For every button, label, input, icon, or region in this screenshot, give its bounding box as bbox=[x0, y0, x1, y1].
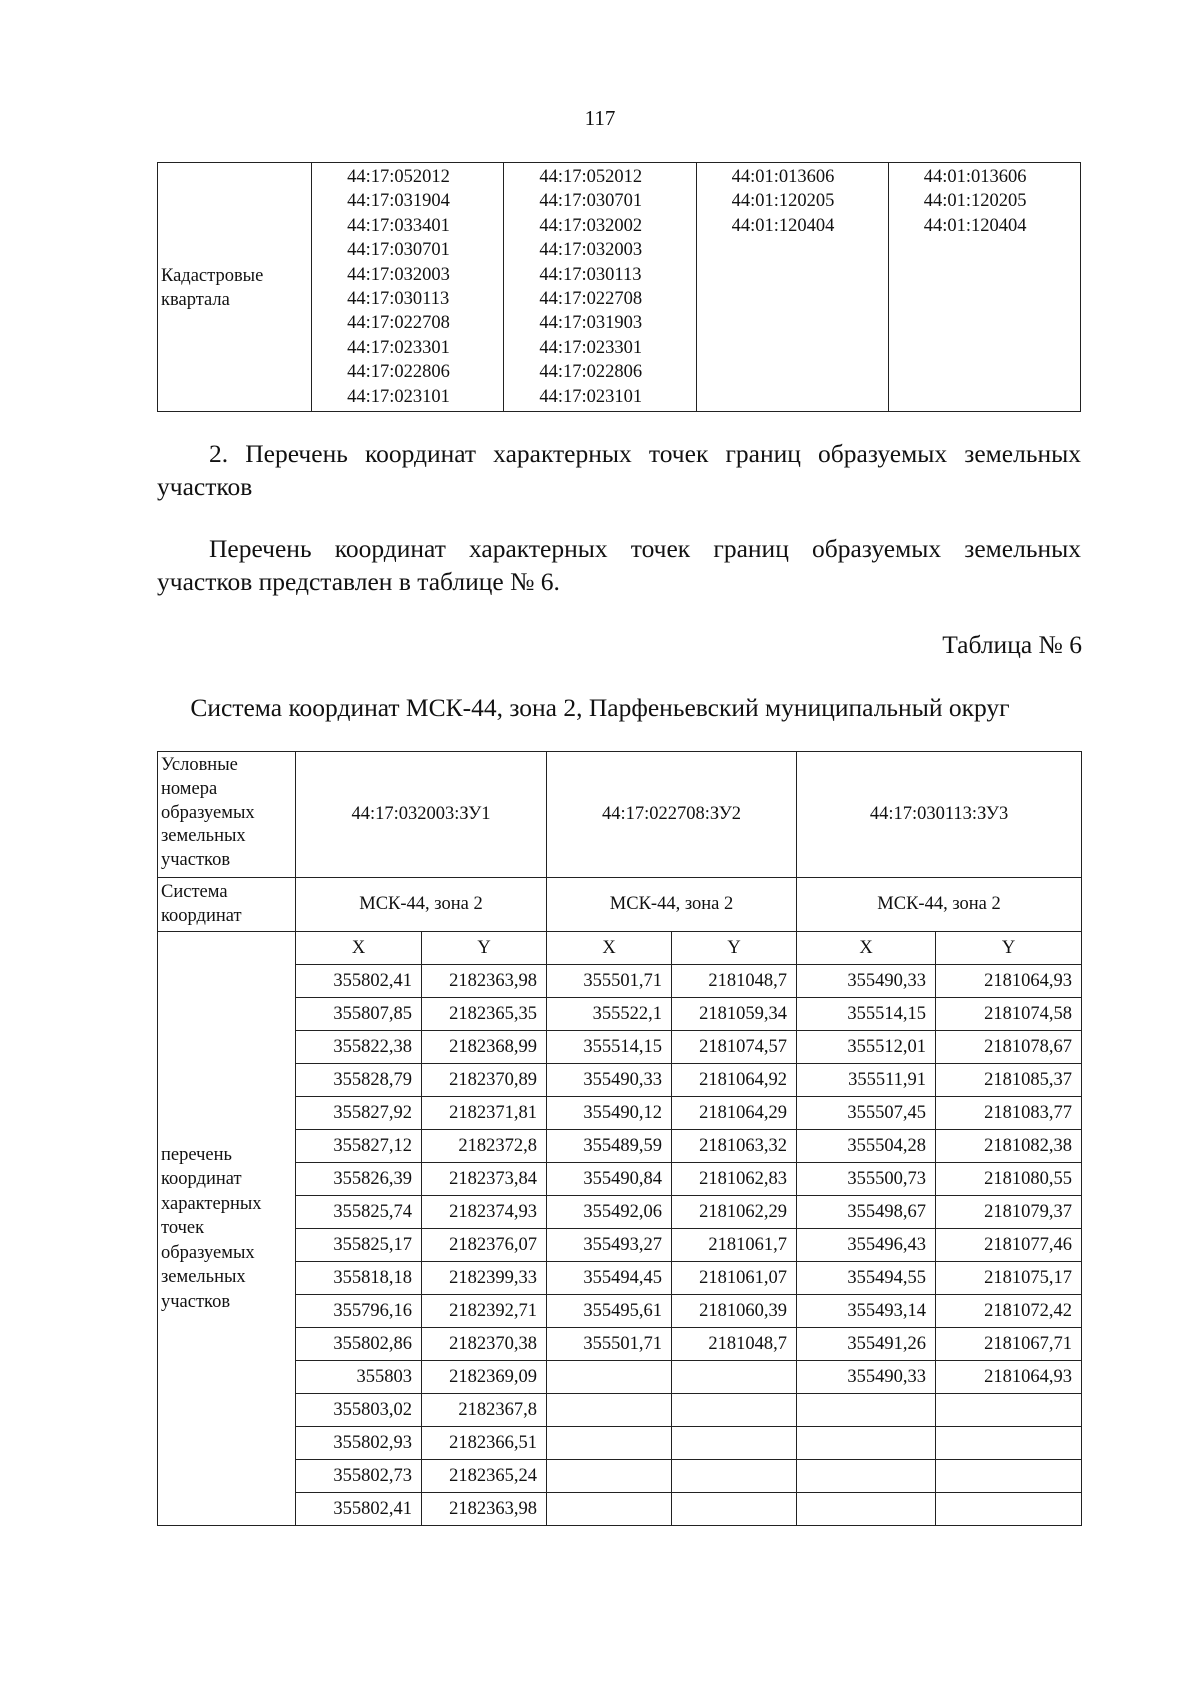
coordinate-y-cell: 2181061,07 bbox=[672, 1262, 797, 1295]
coordinate-y-cell bbox=[936, 1493, 1082, 1526]
cadastral-quarter-number: 44:01:120205 bbox=[923, 191, 1027, 212]
coordinate-y-cell: 2181067,71 bbox=[936, 1328, 1082, 1361]
coordinate-y-cell bbox=[672, 1427, 797, 1460]
header-line: земельных bbox=[161, 826, 246, 847]
cadastral-quarter-number: 44:17:030113 bbox=[539, 264, 642, 285]
coordinate-y-cell: 2181059,34 bbox=[672, 998, 797, 1031]
coordinate-x-cell: 355501,71 bbox=[547, 1328, 672, 1361]
coordinate-x-cell: 355501,71 bbox=[547, 965, 672, 998]
coordinate-y-cell: 2181061,7 bbox=[672, 1229, 797, 1262]
coordinate-y-cell: 2182366,51 bbox=[422, 1427, 547, 1460]
cadastral-quarters-table bbox=[157, 162, 1081, 412]
cadastral-quarter-number: 44:17:032002 bbox=[539, 215, 643, 236]
coordinate-x-cell bbox=[797, 1460, 936, 1493]
coordinate-y-cell: 2181064,93 bbox=[936, 965, 1082, 998]
cadastral-quarter-number: 44:17:031903 bbox=[539, 313, 643, 334]
coordinate-y-cell: 2182370,89 bbox=[422, 1064, 547, 1097]
coordinate-x-cell: 355827,92 bbox=[296, 1097, 422, 1130]
coordinate-y-cell bbox=[936, 1394, 1082, 1427]
coordinate-x-cell: 355807,85 bbox=[296, 998, 422, 1031]
coordinate-y-cell: 2182399,33 bbox=[422, 1262, 547, 1295]
section-text-line: Перечень координат характерных точек границ образуемых земельных bbox=[209, 534, 1081, 563]
coordinate-y-cell bbox=[936, 1427, 1082, 1460]
table-row bbox=[158, 1460, 1082, 1493]
coordinate-x-cell: 355491,26 bbox=[797, 1328, 936, 1361]
coordinate-x-cell bbox=[797, 1493, 936, 1526]
cadastral-quarter-number: 44:01:120404 bbox=[923, 215, 1027, 236]
coordinate-x-cell: 355490,33 bbox=[547, 1064, 672, 1097]
coordinate-y-cell: 2182371,81 bbox=[422, 1097, 547, 1130]
coordinate-x-cell: 355828,79 bbox=[296, 1064, 422, 1097]
coordinate-x-cell bbox=[547, 1427, 672, 1460]
system-value-zu3: МСК-44, зона 2 bbox=[797, 878, 1082, 932]
coordinate-y-cell: 2181064,92 bbox=[672, 1064, 797, 1097]
cadastral-quarter-number: 44:01:013606 bbox=[923, 167, 1027, 187]
cadastral-quarter-number: 44:17:031904 bbox=[347, 191, 450, 212]
coordinate-y-cell: 2182369,09 bbox=[422, 1361, 547, 1394]
cadastral-quarter-number: 44:17:022806 bbox=[347, 362, 450, 383]
coordinate-system-header bbox=[158, 878, 296, 932]
coordinate-x-cell: 355825,74 bbox=[296, 1196, 422, 1229]
header-line: номера bbox=[161, 778, 218, 799]
coordinate-y-cell: 2182363,98 bbox=[422, 965, 547, 998]
coordinate-x-cell: 355827,12 bbox=[296, 1130, 422, 1163]
coordinate-x-cell bbox=[797, 1427, 936, 1460]
coordinate-y-cell: 2181078,67 bbox=[936, 1031, 1082, 1064]
table-row bbox=[158, 1262, 1082, 1295]
section-heading bbox=[157, 437, 1081, 503]
cadastral-quarter-number: 44:17:030113 bbox=[347, 289, 450, 310]
cadastral-quarter-number: 44:17:023101 bbox=[347, 386, 450, 407]
cadastral-quarter-number: 44:17:022708 bbox=[347, 313, 450, 334]
cadastral-label-line: квартала bbox=[161, 290, 230, 310]
coordinate-x-cell: 355493,27 bbox=[547, 1229, 672, 1262]
plot-header-zu2: 44:17:022708:ЗУ2 bbox=[547, 752, 797, 878]
table-row bbox=[158, 1196, 1082, 1229]
label-line: участков bbox=[161, 1291, 231, 1312]
coordinate-y-cell: 2182392,71 bbox=[422, 1295, 547, 1328]
cadastral-quarter-number: 44:17:023301 bbox=[539, 337, 643, 358]
table-row bbox=[158, 1031, 1082, 1064]
header-line: Условные bbox=[161, 755, 238, 775]
coordinates-table bbox=[157, 751, 1082, 1526]
coordinate-x-cell bbox=[547, 1493, 672, 1526]
coordinate-y-cell: 2182370,38 bbox=[422, 1328, 547, 1361]
coordinate-y-cell: 2182365,24 bbox=[422, 1460, 547, 1493]
coordinate-x-cell: 355507,45 bbox=[797, 1097, 936, 1130]
coordinate-x-cell: 355802,73 bbox=[296, 1460, 422, 1493]
cadastral-quarter-number: 44:17:030701 bbox=[347, 240, 450, 261]
header-line: Система bbox=[161, 882, 228, 902]
coordinate-y-cell: 2182363,98 bbox=[422, 1493, 547, 1526]
coordinate-y-cell: 2182367,8 bbox=[422, 1394, 547, 1427]
coordinate-x-cell: 355796,16 bbox=[296, 1295, 422, 1328]
coordinate-y-cell bbox=[936, 1460, 1082, 1493]
cadastral-quarter-number: 44:17:022806 bbox=[539, 362, 643, 383]
coordinate-x-cell: 355500,73 bbox=[797, 1163, 936, 1196]
coordinate-y-cell: 2181083,77 bbox=[936, 1097, 1082, 1130]
table-row bbox=[158, 752, 1082, 878]
coordinate-y-cell: 2181075,17 bbox=[936, 1262, 1082, 1295]
coordinate-y-cell bbox=[672, 1361, 797, 1394]
axis-y-header: Y bbox=[672, 932, 797, 965]
coordinate-y-cell: 2181077,46 bbox=[936, 1229, 1082, 1262]
coordinate-x-cell bbox=[547, 1394, 672, 1427]
table-row bbox=[158, 998, 1082, 1031]
table-number-label: Таблица № 6 bbox=[942, 630, 1082, 659]
page-number: 117 bbox=[584, 106, 616, 130]
coordinates-list-label bbox=[158, 932, 296, 1526]
coordinate-x-cell: 355514,15 bbox=[547, 1031, 672, 1064]
table-row bbox=[158, 932, 1082, 965]
coordinate-x-cell: 355822,38 bbox=[296, 1031, 422, 1064]
coordinate-y-cell: 2181085,37 bbox=[936, 1064, 1082, 1097]
cadastral-column-zu2 bbox=[504, 163, 696, 412]
coordinate-y-cell: 2181064,29 bbox=[672, 1097, 797, 1130]
cadastral-quarter-number: 44:01:120205 bbox=[731, 191, 835, 212]
table-row bbox=[158, 1427, 1082, 1460]
coordinate-x-cell: 355496,43 bbox=[797, 1229, 936, 1262]
label-line: образуемых bbox=[161, 1242, 255, 1263]
coordinate-x-cell: 355512,01 bbox=[797, 1031, 936, 1064]
cadastral-quarter-number: 44:01:120404 bbox=[731, 215, 835, 236]
coordinate-y-cell bbox=[672, 1493, 797, 1526]
coordinate-y-cell: 2181072,42 bbox=[936, 1295, 1082, 1328]
coordinate-y-cell: 2182368,99 bbox=[422, 1031, 547, 1064]
coordinate-system-caption: Система координат МСК-44, зона 2, Парфеньевский муниципальный округ bbox=[190, 693, 1010, 722]
cadastral-quarter-number: 44:01:013606 bbox=[731, 167, 835, 187]
coordinate-y-cell bbox=[672, 1394, 797, 1427]
cadastral-quarter-number: 44:17:052012 bbox=[347, 167, 450, 187]
coordinate-x-cell bbox=[547, 1460, 672, 1493]
coordinate-x-cell: 355490,33 bbox=[797, 1361, 936, 1394]
axis-x-header: X bbox=[797, 932, 936, 965]
coordinate-y-cell: 2181079,37 bbox=[936, 1196, 1082, 1229]
coordinate-y-cell: 2182374,93 bbox=[422, 1196, 547, 1229]
cadastral-quarter-number: 44:17:052012 bbox=[539, 167, 643, 187]
label-line: точек bbox=[161, 1218, 205, 1239]
coordinate-x-cell: 355826,39 bbox=[296, 1163, 422, 1196]
coordinate-y-cell: 2181062,29 bbox=[672, 1196, 797, 1229]
table-row bbox=[158, 965, 1082, 998]
axis-y-header: Y bbox=[422, 932, 547, 965]
coordinate-y-cell: 2181048,7 bbox=[672, 965, 797, 998]
cadastral-quarter-number: 44:17:033401 bbox=[347, 215, 450, 236]
coordinate-y-cell: 2181060,39 bbox=[672, 1295, 797, 1328]
table-row bbox=[158, 1493, 1082, 1526]
section-text bbox=[157, 532, 1081, 598]
header-line: участков bbox=[161, 850, 231, 871]
coordinate-x-cell: 355495,61 bbox=[547, 1295, 672, 1328]
coordinate-y-cell: 2181062,83 bbox=[672, 1163, 797, 1196]
coordinate-x-cell: 355802,41 bbox=[296, 965, 422, 998]
coordinate-y-cell: 2182372,8 bbox=[422, 1130, 547, 1163]
coordinate-x-cell: 355504,28 bbox=[797, 1130, 936, 1163]
label-line: координат bbox=[161, 1169, 242, 1190]
coordinate-x-cell: 355825,17 bbox=[296, 1229, 422, 1262]
plot-header-zu3: 44:17:030113:ЗУ3 bbox=[797, 752, 1082, 878]
cadastral-quarter-number: 44:17:023301 bbox=[347, 337, 450, 358]
coordinate-x-cell: 355802,93 bbox=[296, 1427, 422, 1460]
cadastral-quarter-number: 44:17:022708 bbox=[539, 289, 643, 310]
coordinate-x-cell: 355494,45 bbox=[547, 1262, 672, 1295]
plot-header-zu1: 44:17:032003:ЗУ1 bbox=[296, 752, 547, 878]
coordinate-y-cell: 2181064,93 bbox=[936, 1361, 1082, 1394]
coordinate-x-cell: 355490,84 bbox=[547, 1163, 672, 1196]
table-row bbox=[158, 1064, 1082, 1097]
coordinate-x-cell: 355522,1 bbox=[547, 998, 672, 1031]
coordinate-x-cell: 355802,41 bbox=[296, 1493, 422, 1526]
coordinate-x-cell: 355494,55 bbox=[797, 1262, 936, 1295]
coordinate-x-cell: 355803 bbox=[296, 1361, 422, 1394]
coordinate-x-cell: 355498,67 bbox=[797, 1196, 936, 1229]
table-row bbox=[158, 878, 1082, 932]
label-line: перечень bbox=[161, 1144, 232, 1165]
table-row bbox=[158, 1130, 1082, 1163]
table-row bbox=[158, 163, 1081, 412]
coordinate-x-cell: 355492,06 bbox=[547, 1196, 672, 1229]
coordinate-y-cell: 2182365,35 bbox=[422, 998, 547, 1031]
cadastral-quarter-number: 44:17:030701 bbox=[539, 191, 643, 212]
coordinate-y-cell: 2181082,38 bbox=[936, 1130, 1082, 1163]
table-row bbox=[158, 1163, 1082, 1196]
coordinate-y-cell: 2181074,57 bbox=[672, 1031, 797, 1064]
coordinate-x-cell: 355490,33 bbox=[797, 965, 936, 998]
label-line: характерных bbox=[161, 1193, 262, 1214]
cadastral-quarter-number: 44:17:023101 bbox=[539, 386, 643, 407]
system-value-zu1: МСК-44, зона 2 bbox=[296, 878, 547, 932]
coordinate-y-cell bbox=[672, 1460, 797, 1493]
coordinate-x-cell: 355490,12 bbox=[547, 1097, 672, 1130]
coordinate-y-cell: 2181080,55 bbox=[936, 1163, 1082, 1196]
cadastral-column-zu3 bbox=[696, 163, 888, 412]
table-row bbox=[158, 1361, 1082, 1394]
cadastral-quarter-number: 44:17:032003 bbox=[347, 264, 450, 285]
coordinate-x-cell: 355493,14 bbox=[797, 1295, 936, 1328]
table-row bbox=[158, 1295, 1082, 1328]
coordinate-x-cell: 355802,86 bbox=[296, 1328, 422, 1361]
table-row bbox=[158, 1328, 1082, 1361]
cadastral-quarter-number: 44:17:032003 bbox=[539, 240, 643, 261]
cadastral-label-cell bbox=[158, 163, 312, 412]
table-row bbox=[158, 1394, 1082, 1427]
section-text-line: участков представлен в таблице № 6. bbox=[157, 567, 560, 596]
plot-number-header bbox=[158, 752, 296, 878]
header-line: координат bbox=[161, 906, 242, 926]
coordinate-x-cell: 355489,59 bbox=[547, 1130, 672, 1163]
cadastral-label-line: Кадастровые bbox=[161, 266, 264, 286]
table-row bbox=[158, 1229, 1082, 1262]
system-value-zu2: МСК-44, зона 2 bbox=[547, 878, 797, 932]
section-heading-line: 2. Перечень координат характерных точек границ образуемых земельных bbox=[209, 439, 1081, 468]
coordinate-y-cell: 2181063,32 bbox=[672, 1130, 797, 1163]
cadastral-column-zu1 bbox=[312, 163, 504, 412]
header-line: образуемых bbox=[161, 802, 255, 823]
coordinate-x-cell: 355803,02 bbox=[296, 1394, 422, 1427]
coordinate-y-cell: 2181048,7 bbox=[672, 1328, 797, 1361]
coordinate-y-cell: 2181074,58 bbox=[936, 998, 1082, 1031]
cadastral-column-zu4 bbox=[888, 163, 1080, 412]
section-heading-line: участков bbox=[157, 472, 253, 501]
coordinate-x-cell: 355818,18 bbox=[296, 1262, 422, 1295]
coordinate-x-cell: 355511,91 bbox=[797, 1064, 936, 1097]
coordinate-x-cell: 355514,15 bbox=[797, 998, 936, 1031]
coordinate-x-cell bbox=[547, 1361, 672, 1394]
coordinate-y-cell: 2182376,07 bbox=[422, 1229, 547, 1262]
axis-x-header: X bbox=[296, 932, 422, 965]
axis-x-header: X bbox=[547, 932, 672, 965]
coordinate-y-cell: 2182373,84 bbox=[422, 1163, 547, 1196]
axis-y-header: Y bbox=[936, 932, 1082, 965]
label-line: земельных bbox=[161, 1267, 246, 1288]
coordinate-x-cell bbox=[797, 1394, 936, 1427]
table-row bbox=[158, 1097, 1082, 1130]
